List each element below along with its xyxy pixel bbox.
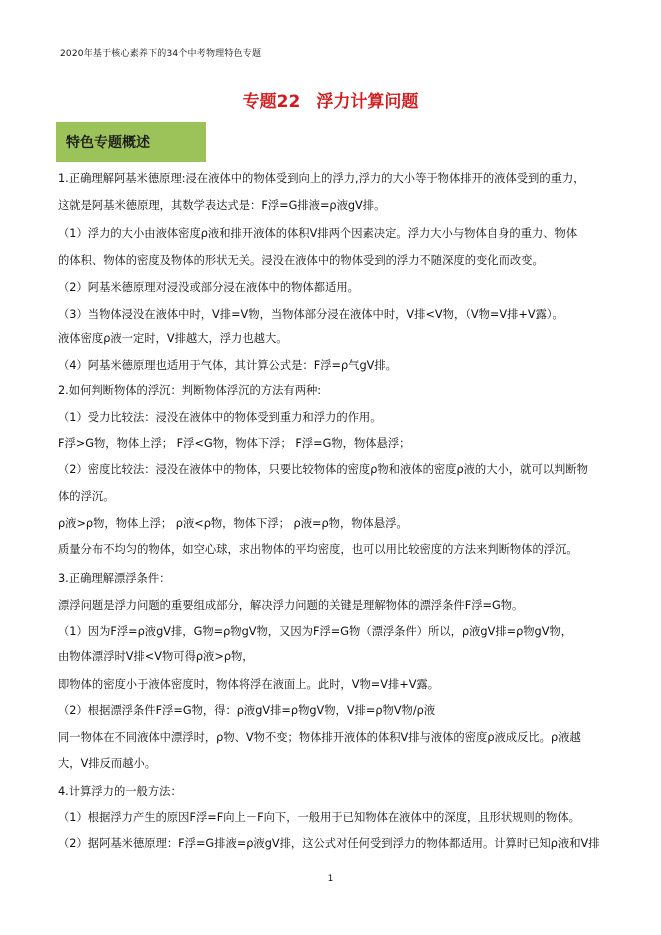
text-line: （2）根据漂浮条件F浮=G物，得：ρ液gV排=ρ物gV物，V排=ρ物V物/ρ液 [58,704,436,717]
text-line: 2.如何判断物体的浮沉：判断物体浮沉的方法有两种: [58,384,322,397]
title-number: 专题22 [242,92,301,112]
text-line: （1）因为F浮=ρ液gV排，G物=ρ物gV物，又因为F浮=G物（漂浮条件）所以，ρ液gV排=ρ物gV物， [58,625,573,638]
running-header: 2020年基于核心素养下的34个中考物理特色专题 [60,49,262,59]
text-line: 质量分布不均匀的物体，如空心球，求出物体的平均密度，也可以用比较密度的方法来判断物体的浮沉。 [58,543,578,556]
text-line: （1）根据浮力产生的原因F浮=F向上－F向下，一般用于已知物体在液体中的深度，且形状规则的物体。 [58,811,580,824]
section-label: 特色专题概述 [66,135,150,151]
text-line: 体的浮沉。 [58,490,115,503]
text-line: （1）浮力的大小由液体密度ρ液和排开液体的体积V排两个因素决定。浮力大小与物体自身的重力、物体 [58,227,578,240]
text-line: （1）受力比较法：浸没在液体中的物体受到重力和浮力的作用。 [58,411,382,424]
text-line: ρ液>ρ物，物体上浮； ρ液<ρ物，物体下浮； ρ液=ρ物，物体悬浮。 [58,517,408,530]
text-line: 大，V排反而越小。 [58,757,157,770]
text-line: （4）阿基米德原理也适用于气体，其计算公式是：F浮=ρ气gV排。 [58,359,397,372]
text-line: 漂浮问题是浮力问题的重要组成部分，解决浮力问题的关键是理解物体的漂浮条件F浮=G物。 [58,599,524,612]
text-line: 即物体的密度小于液体密度时，物体将浮在液面上。此时，V物=V排+V露。 [58,678,440,691]
text-line: 液体密度ρ液一定时，V排越大，浮力也越大。 [58,332,288,345]
text-line: 同一物体在不同液体中漂浮时，ρ物、V物不变；物体排开液体的体积V排与液体的密度ρ液成反比。ρ液越 [58,731,581,744]
text-line: 1.正确理解阿基米德原理:浸在液体中的物体受到向上的浮力,浮力的大小等于物体排开的液体受到的重力， [58,172,585,185]
title-text: 浮力计算问题 [316,92,419,112]
text-line: 由物体漂浮时V排<V物可得ρ液>ρ物， [58,650,254,663]
text-line: F浮>G物，物体上浮； F浮<G物，物体下浮； F浮=G物，物体悬浮； [58,437,411,450]
text-line: 这就是阿基米德原理，其数学表达式是：F浮=G排液=ρ液gV排。 [58,199,386,212]
page-title [0,87,661,112]
text-line: （2）阿基米德原理对浸没或部分浸在液体中的物体都适用。 [58,281,359,294]
section-label-box [56,122,206,162]
page-number: 1 [327,874,334,884]
text-line: 4.计算浮力的一般方法： [58,785,182,798]
text-line: （2）密度比较法：浸没在液体中的物体，只要比较物体的密度ρ物和液体的密度ρ液的大小，就可以判断物 [58,463,588,476]
text-line: 3.正确理解漂浮条件： [58,572,171,585]
text-line: 的体积、物体的密度及物体的形状无关。浸没在液体中的物体受到的浮力不随深度的变化而改变。 [58,254,544,267]
text-line: （2）据阿基米德原理：F浮=G排液=ρ液gV排，这公式对任何受到浮力的物体都适用。计算时已知ρ液和V排 [58,837,600,850]
text-line: （3）当物体浸没在液体中时，V排=V物，当物体部分浸在液体中时，V排<V物，（V物=V排+V露）。 [58,308,564,321]
